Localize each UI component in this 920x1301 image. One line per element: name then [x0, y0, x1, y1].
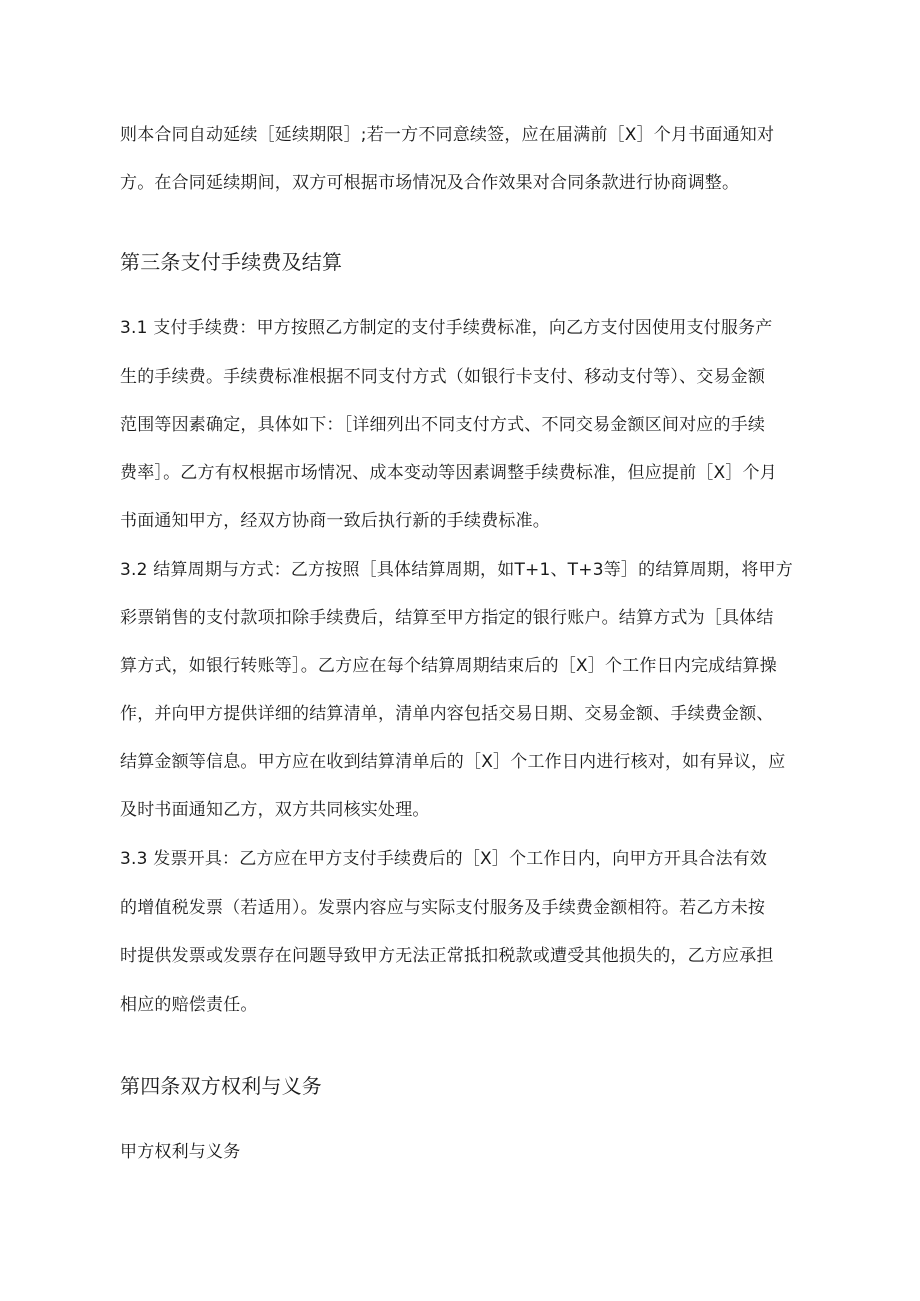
- clause-3-1-line: 范围等因素确定，具体如下：［详细列出不同支付方式、不同交易金额区间对应的手续: [120, 415, 766, 435]
- paragraph-line: 方。在合同延续期间，双方可根据市场情况及合作效果对合同条款进行协商调整。: [120, 173, 740, 193]
- clause-3-2-line: 及时书面通知乙方，双方共同核实处理。: [120, 800, 430, 820]
- clause-3-1-line: 3.1 支付手续费：甲方按照乙方制定的支付手续费标准，向乙方支付因使用支付服务产: [120, 318, 773, 338]
- clause-3-2-line: 3.2 结算周期与方式：乙方按照［具体结算周期，如T+1、T+3等］的结算周期，将甲方: [120, 560, 793, 580]
- clause-3-1-line: 书面通知甲方，经双方协商一致后执行新的手续费标准。: [120, 511, 550, 531]
- section-4-subheading: 甲方权利与义务: [120, 1142, 241, 1162]
- clause-3-3-line: 3.3 发票开具：乙方应在甲方支付手续费后的［X］个工作日内，向甲方开具合法有效: [120, 849, 768, 869]
- section-3-heading: 第三条支付手续费及结算: [120, 250, 343, 274]
- clause-3-1-line: 费率］。乙方有权根据市场情况、成本变动等因素调整手续费标准，但应提前［X］个月: [120, 463, 777, 483]
- clause-3-2-line: 算方式，如银行转账等］。乙方应在每个结算周期结束后的［X］个工作日内完成结算操: [120, 656, 777, 676]
- paragraph-line: 则本合同自动延续［延续期限］;若一方不同意续签，应在届满前［X］个月书面通知对: [120, 125, 775, 145]
- clause-3-2-line: 作，并向甲方提供详细的结算清单，清单内容包括交易日期、交易金额、手续费金额、: [120, 704, 774, 724]
- clause-3-3-line: 时提供发票或发票存在问题导致甲方无法正常抵扣税款或遭受其他损失的，乙方应承担: [120, 946, 774, 966]
- clause-3-2-line: 结算金额等信息。甲方应在收到结算清单后的［X］个工作日内进行核对，如有异议，应: [120, 752, 786, 772]
- clause-3-3-line: 相应的赔偿责任。: [120, 995, 258, 1015]
- clause-3-1-line: 生的手续费。手续费标准根据不同支付方式（如银行卡支付、移动支付等）、交易金额: [120, 367, 766, 387]
- clause-3-3-line: 的增值税发票（若适用）。发票内容应与实际支付服务及手续费金额相符。若乙方未按: [120, 898, 766, 918]
- section-4-heading: 第四条双方权利与义务: [120, 1074, 322, 1098]
- clause-3-2-line: 彩票销售的支付款项扣除手续费后，结算至甲方指定的银行账户。结算方式为［具体结: [120, 608, 774, 628]
